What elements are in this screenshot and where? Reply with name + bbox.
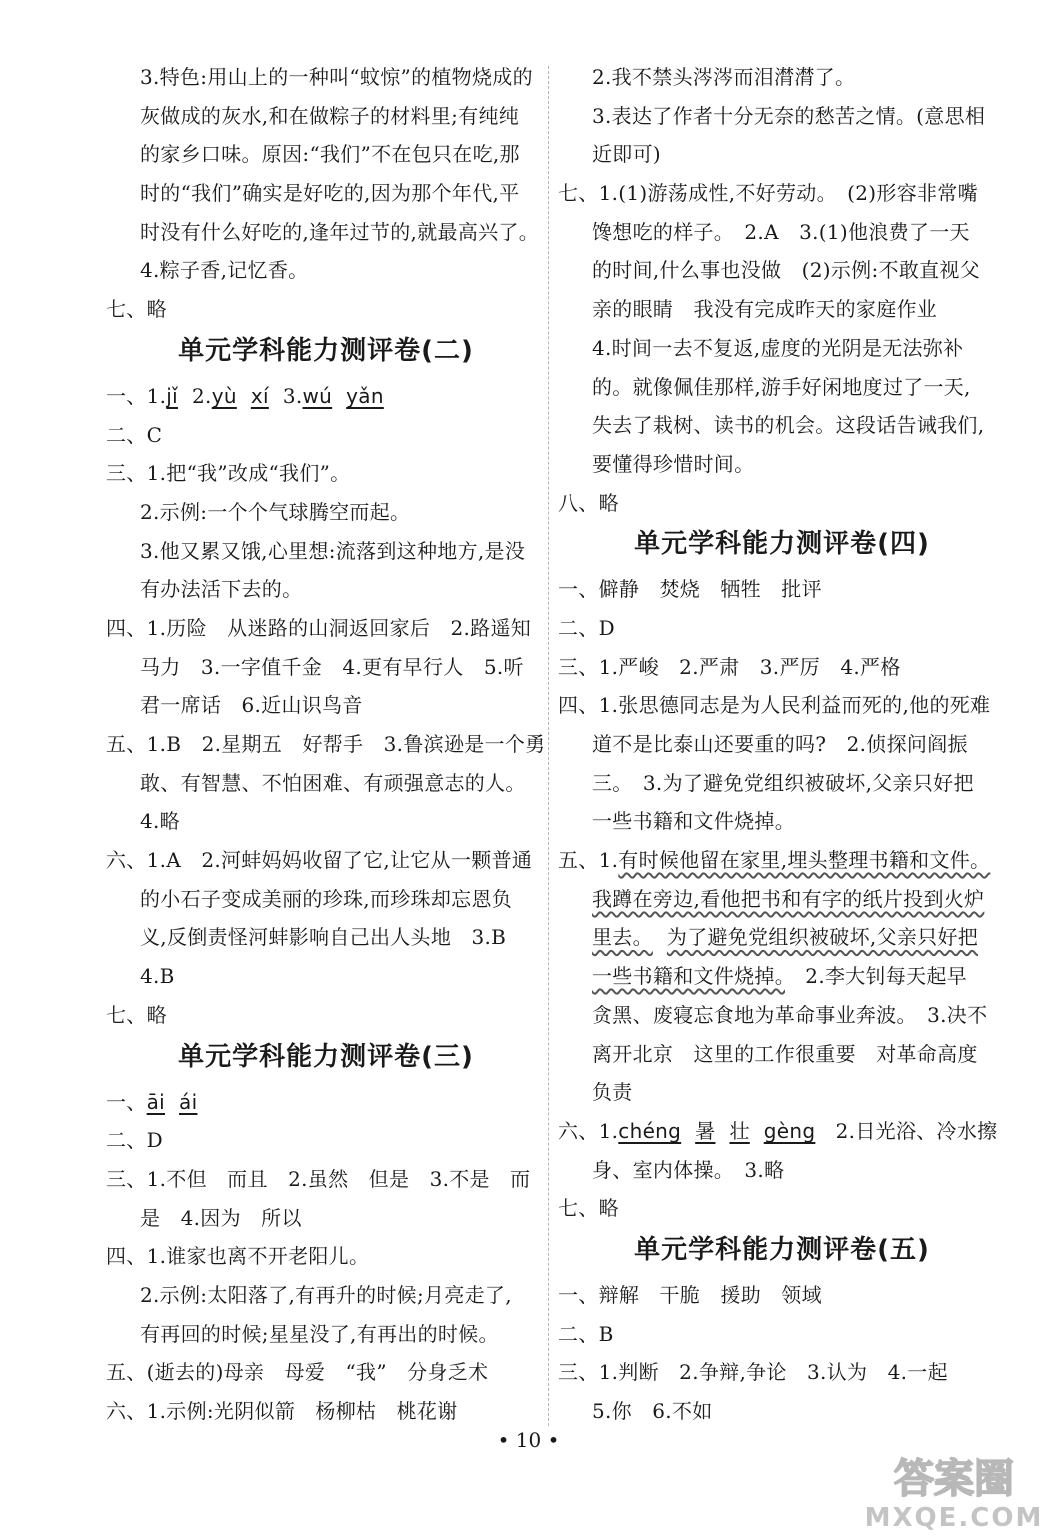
answer-line: 义,反倒责怪河蚌影响自己出人头地 3.B (140, 925, 507, 950)
answer-line (558, 841, 1006, 880)
underlined-char: 暑 (695, 1118, 716, 1143)
answer-line: 失去了栽树、读书的机会。这段话告诫我们, (592, 413, 985, 438)
answer-line: 4.略 (140, 809, 180, 834)
answer-line: 敢、有智慧、不怕困难、有顽强意志的人。 (140, 770, 526, 795)
column-divider (548, 66, 549, 1426)
wavy-underlined-text: 为了避免党组织被破坏,父亲只好把 (666, 925, 979, 950)
section-title: 单元学科能力测评卷(四) (634, 529, 930, 560)
answer-line: 道不是比泰山还要重的吗? 2.侦探问阎振 (592, 732, 968, 756)
answer-line: 三、1.严峻 2.严肃 3.严厉 4.严格 (558, 654, 901, 679)
answer-line: 2.示例:太阳落了,有再升的时候;月亮走了, (140, 1282, 512, 1307)
answer-line: 四、1.谁家也离不开老阳儿。 (106, 1244, 370, 1269)
answer-line: 五、(逝去的)母亲 母爱 “我” 分身乏术 (106, 1360, 489, 1385)
answer-line: 马力 3.一字值千金 4.更有早行人 5.听 (140, 654, 524, 679)
pinyin: jǐ (166, 383, 179, 408)
answer-line: 二、D (106, 1128, 163, 1153)
section-title: 单元学科能力测评卷(三) (178, 1041, 474, 1072)
answer-line: 六、1.A 2.河蚌妈妈收留了它,让它从一颗普通 (106, 848, 533, 873)
page-number: • 10 • (497, 1428, 560, 1452)
pinyin: wú (302, 383, 333, 408)
answer-line: 三、1.把“我”改成“我们”。 (106, 461, 351, 486)
wavy-underlined-text: 一些书籍和文件烧掉。 (592, 964, 785, 989)
answer-line: 五、1.B 2.星期五 好帮手 3.鲁滨逊是一个勇 (106, 732, 546, 756)
pinyin: xí (250, 383, 269, 408)
answer-line (558, 957, 1006, 996)
answer-line: 七、略 (106, 297, 167, 322)
item-number: 3. (282, 383, 303, 408)
answer-line: 贪黑、废寝忘食地为革命事业奔波。 3.决不 (592, 1002, 988, 1027)
wavy-underlined-text: 里去。 (592, 925, 653, 950)
item-number: 1. (146, 383, 167, 408)
answer-line (558, 918, 1006, 957)
right-column (558, 58, 1006, 1431)
answer-text: 2.日光浴、冷水擦 (815, 1118, 998, 1143)
answer-line: 灰做成的灰水,和在做粽子的材料里;有纯纯 (140, 103, 520, 128)
watermark-top-text: 答案圈 (894, 1456, 1014, 1502)
item-number: 2. (192, 383, 212, 408)
answer-line: 4.B (140, 964, 175, 989)
answer-line: 一、僻静 焚烧 牺牲 批评 (558, 577, 822, 602)
pinyin: chéng (618, 1118, 682, 1143)
pinyin-answer-line (106, 1083, 546, 1122)
answer-line: 3.特色:用山上的一种叫“蚊惊”的植物烧成的 (140, 65, 533, 89)
answer-line: 的小石子变成美丽的珍珠,而珍珠却忘恩负 (140, 886, 513, 911)
answer-line: 4.时间一去不复返,虚度的光阴是无法弥补 (592, 335, 964, 360)
answer-line: 君一席话 6.近山识鸟音 (140, 693, 363, 718)
answer-line: 4.粽子香,记忆香。 (140, 258, 309, 283)
item-prefix: 一、 (106, 383, 147, 408)
answer-line: 2.示例:一个个气球腾空而起。 (140, 499, 411, 524)
answer-line: 七、略 (106, 1002, 167, 1027)
answer-line: 3.表达了作者十分无奈的愁苦之情。(意思相 (592, 103, 986, 128)
section-title: 单元学科能力测评卷(二) (178, 335, 474, 366)
answer-line: 5.你 6.不如 (592, 1399, 713, 1423)
section-title: 单元学科能力测评卷(五) (634, 1234, 930, 1265)
left-column (106, 58, 546, 1431)
answer-line: 身、室内体操。 3.略 (592, 1157, 785, 1182)
answer-line: 要懂得珍惜时间。 (592, 451, 755, 476)
answer-line: 三。 3.为了避免党组织被破坏,父亲只好把 (592, 770, 974, 795)
answer-line: 时的“我们”确实是好吃的,因为那个年代,平 (140, 181, 520, 206)
answer-line: 时没有什么好吃的,逢年过节的,就最高兴了。 (140, 219, 540, 244)
watermark-bottom-text: MXQE.COM (864, 1503, 1044, 1532)
answer-line: 三、1.判断 2.争辩,争论 3.认为 4.一起 (558, 1360, 948, 1385)
pinyin: ái (179, 1089, 198, 1114)
answer-line: 是 4.因为 所以 (140, 1205, 302, 1230)
answer-line: 的时间,什么事也没做 (2)示例:不敢直视父 (592, 258, 981, 283)
answer-line: 四、1.张思德同志是为人民利益而死的,他的死难 (558, 693, 991, 718)
wavy-underlined-text: 我蹲在旁边,看他把书和有字的纸片投到火炉 (592, 886, 985, 911)
answer-line: 的。就像佩佳那样,游手好闲地度过了一天, (592, 374, 971, 399)
answer-line: 八、略 (558, 490, 619, 515)
item-prefix: 五、1. (558, 848, 619, 873)
answer-line: 馋想吃的样子。 2.A 3.(1)他浪费了一天 (592, 219, 970, 244)
answer-line: 六、1.示例:光阴似箭 杨柳枯 桃花谢 (106, 1399, 458, 1423)
answer-line: 2.我不禁头涔涔而泪潸潸了。 (592, 65, 856, 89)
pinyin: yù (211, 383, 237, 408)
pinyin: yǎn (346, 383, 384, 408)
answer-line: 有再回的时候;星星没了,有再出的时候。 (140, 1321, 499, 1346)
watermark-logo (856, 1448, 1052, 1532)
answer-line: 二、D (558, 615, 615, 640)
answer-line: 3.他又累又饿,心里想:流落到这种地方,是没 (140, 538, 526, 563)
answer-line: 一些书籍和文件烧掉。 (592, 809, 795, 834)
item-prefix: 六、1. (558, 1118, 619, 1143)
wavy-underlined-text: 有时候他留在家里,埋头整理书籍和文件。 (618, 848, 991, 873)
answer-line: 七、略 (558, 1196, 619, 1221)
answer-line: 二、C (106, 422, 163, 447)
item-prefix: 一、 (106, 1089, 147, 1114)
answer-line (558, 880, 1006, 919)
answer-line: 的家乡口味。原因:“我们”不在包只在吃,那 (140, 142, 520, 167)
pinyin-answer-line (558, 1112, 1006, 1151)
answer-line: 有办法活下去的。 (140, 577, 303, 602)
pinyin-answer-line (106, 377, 546, 416)
answer-line: 离开北京 这里的工作很重要 对革命高度 (592, 1041, 978, 1066)
answer-line: 亲的眼睛 我没有完成昨天的家庭作业 (592, 297, 938, 322)
answer-text: 2.李大钊每天起早 (785, 964, 968, 989)
underlined-char: 壮 (729, 1118, 750, 1143)
answer-line: 三、1.不但 而且 2.虽然 但是 3.不是 而 (106, 1166, 531, 1191)
answer-line: 负责 (592, 1080, 633, 1105)
answer-line: 一、辩解 干脆 援助 领域 (558, 1282, 822, 1307)
pinyin: gèng (763, 1118, 816, 1143)
pinyin: āi (146, 1089, 166, 1114)
answer-line: 四、1.历险 从迷路的山洞返回家后 2.路遥知 (106, 615, 532, 640)
answer-line: 二、B (558, 1321, 614, 1346)
answer-line: 七、1.(1)游荡成性,不好劳动。 (2)形容非常嘴 (558, 181, 978, 206)
answer-line: 近即可) (592, 142, 662, 167)
